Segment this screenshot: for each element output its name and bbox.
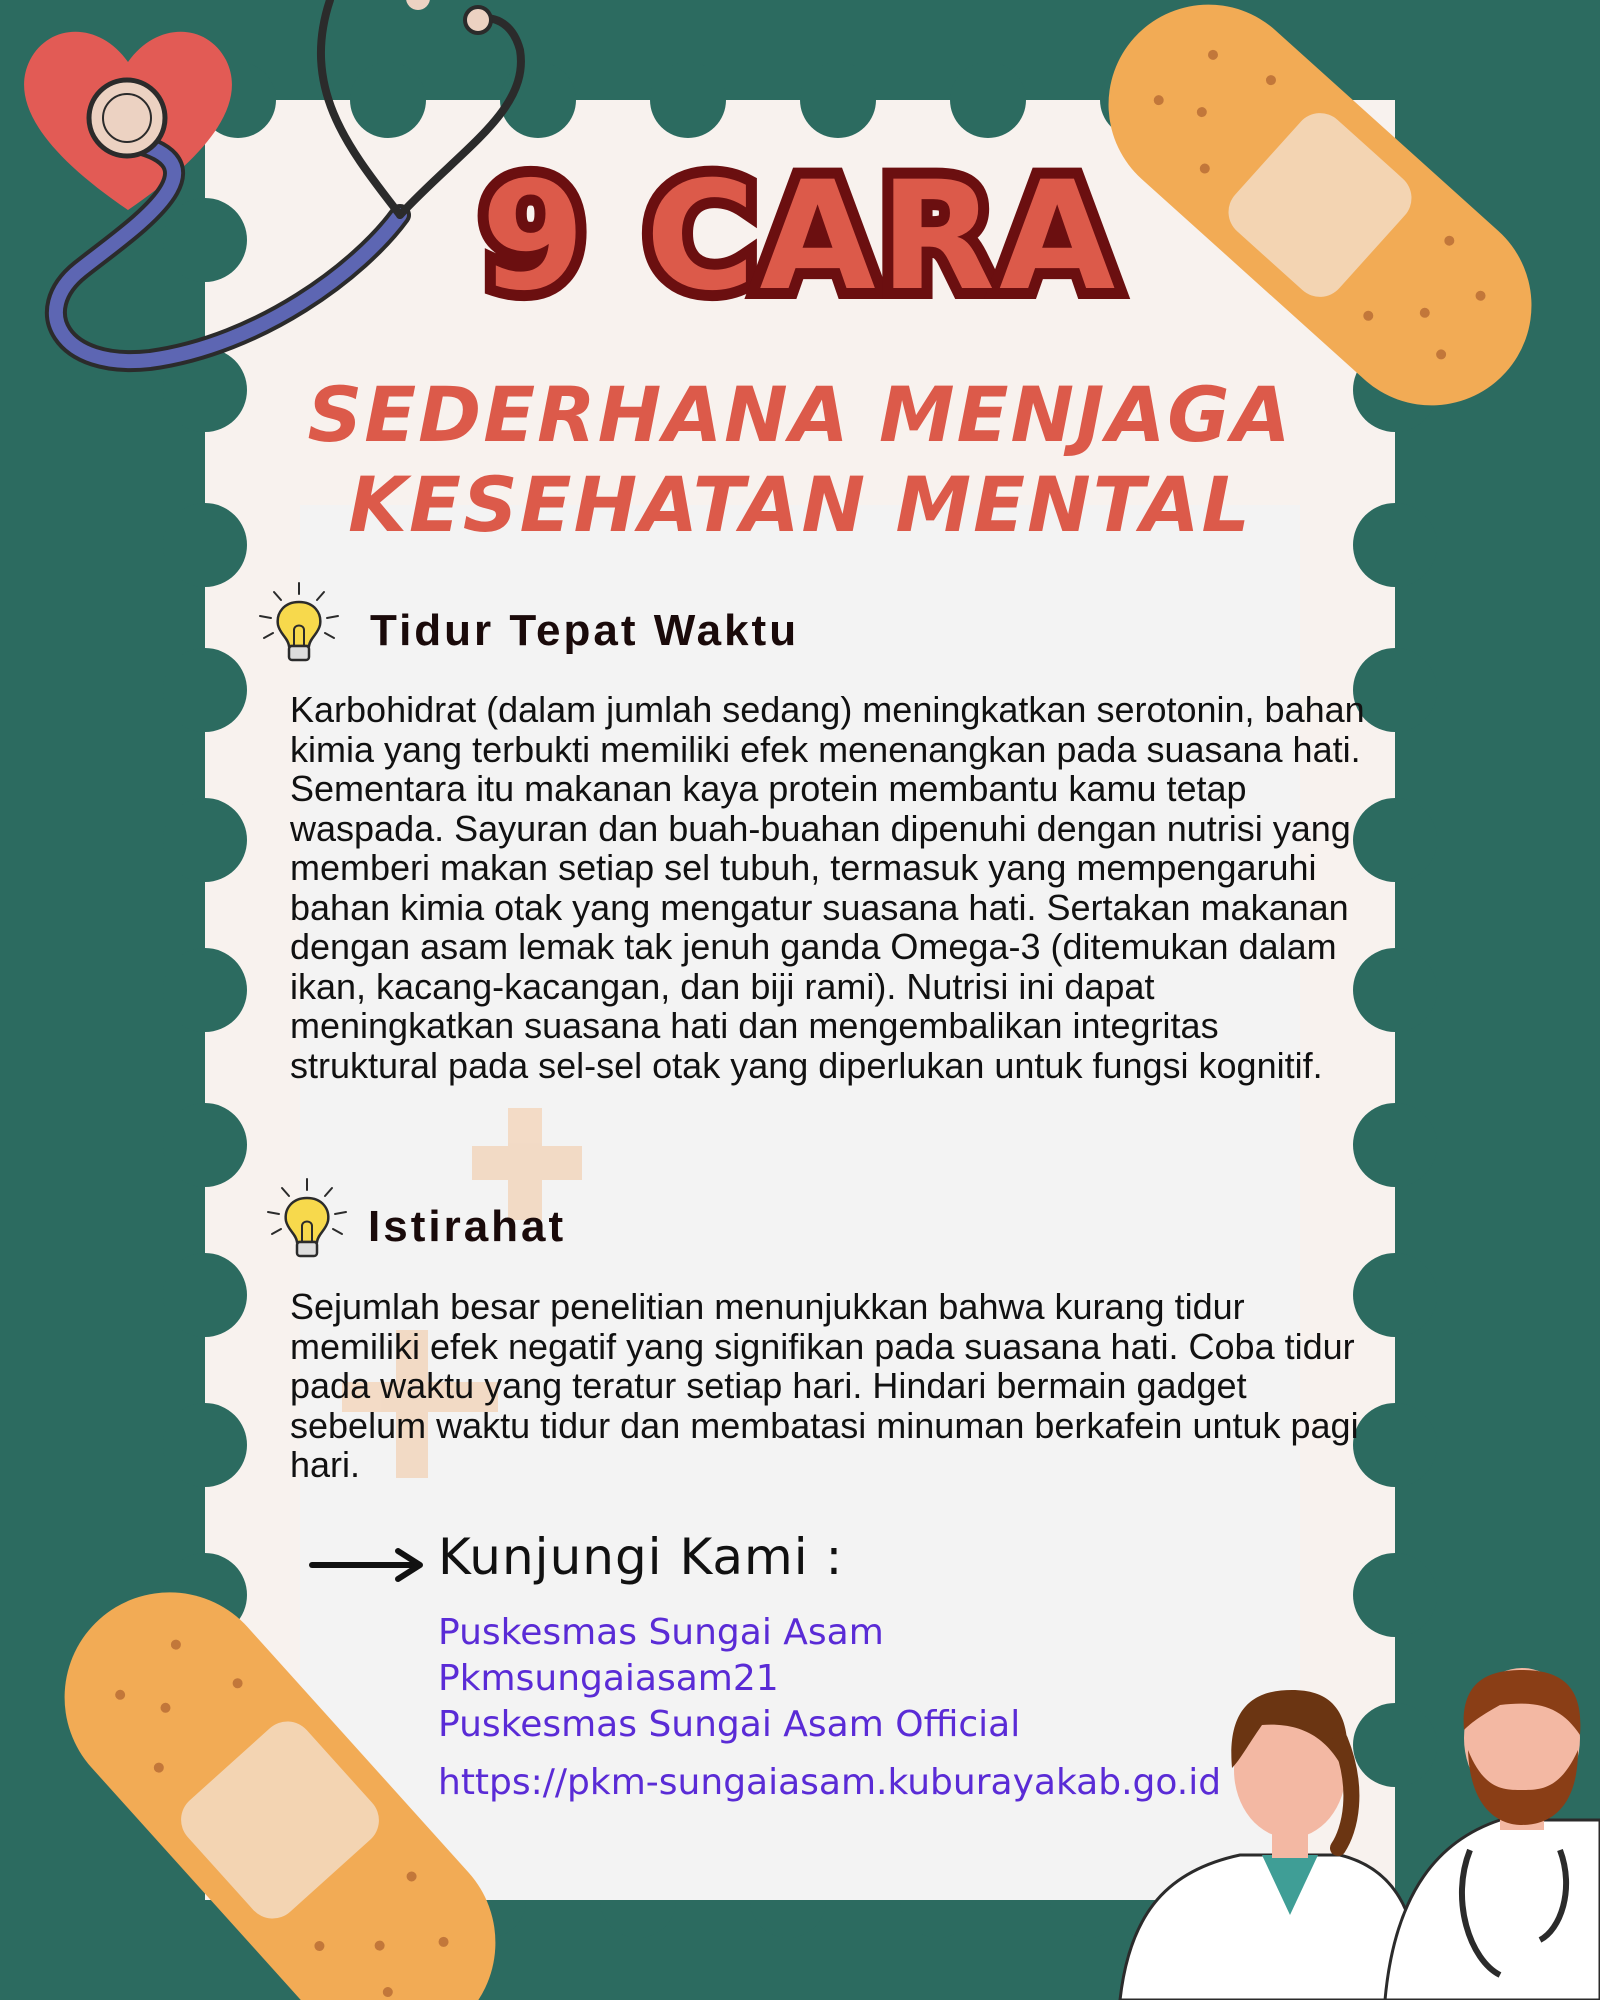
arrow-right-icon xyxy=(308,1545,428,1585)
tip-heading: Tidur Tepat Waktu xyxy=(370,606,800,655)
facebook-link[interactable]: Puskesmas Sungai Asam xyxy=(438,1612,884,1653)
doctor-male-icon xyxy=(1385,1668,1600,2000)
lightbulb-icon xyxy=(254,580,344,670)
title-number: 9 CARA xyxy=(480,150,1120,324)
visit-us-label: Kunjungi Kami : xyxy=(438,1528,844,1586)
lightbulb-icon xyxy=(262,1176,352,1266)
website-link[interactable]: https://pkm-sungaiasam.kuburayakab.go.id xyxy=(438,1762,1222,1803)
tip-body: Karbohidrat (dalam jumlah sedang) meningkatkan serotonin, bahan kimia yang terbukti memiliki efek menenangkan pada suasana hati. Sementara itu makanan kaya protein membantu kamu tetap waspada. Sayuran dan buah-buahan dipenuhi dengan nutrisi yang memberi makan setiap sel tubuh, termasuk yang mempengaruhi bahan kimia otak yang mengatur suasana hati. Sertakan makanan dengan asam lemak tak jenuh ganda Omega-3 (ditemukan dalam ikan, kacang-kacangan, dan biji rami). Nutrisi ini dapat meningkatkan suasana hati dan mengembalikan integritas struktural pada sel-sel otak yang diperlukan untuk fungsi kognitif. xyxy=(290,689,1365,1086)
youtube-link[interactable]: Puskesmas Sungai Asam Official xyxy=(438,1704,1021,1745)
tip-body: Sejumlah besar penelitian menunjukkan bahwa kurang tidur memiliki efek negatif yang signifikan pada suasana hati. Coba tidur pada waktu yang teratur setiap hari. Hindari bermain gadget sebelum waktu tidur dan membatasi minuman berkafein untuk pagi hari. xyxy=(290,1286,1359,1485)
instagram-link[interactable]: Pkmsungaiasam21 xyxy=(438,1658,779,1699)
title-line-1: SEDERHANA MENJAGA xyxy=(307,370,1293,459)
title-line-2: KESEHATAN MENTAL xyxy=(348,460,1252,549)
title-subtitle xyxy=(0,370,1600,550)
doctor-female-icon xyxy=(1120,1690,1420,2000)
tip-heading: Istirahat xyxy=(368,1202,567,1251)
